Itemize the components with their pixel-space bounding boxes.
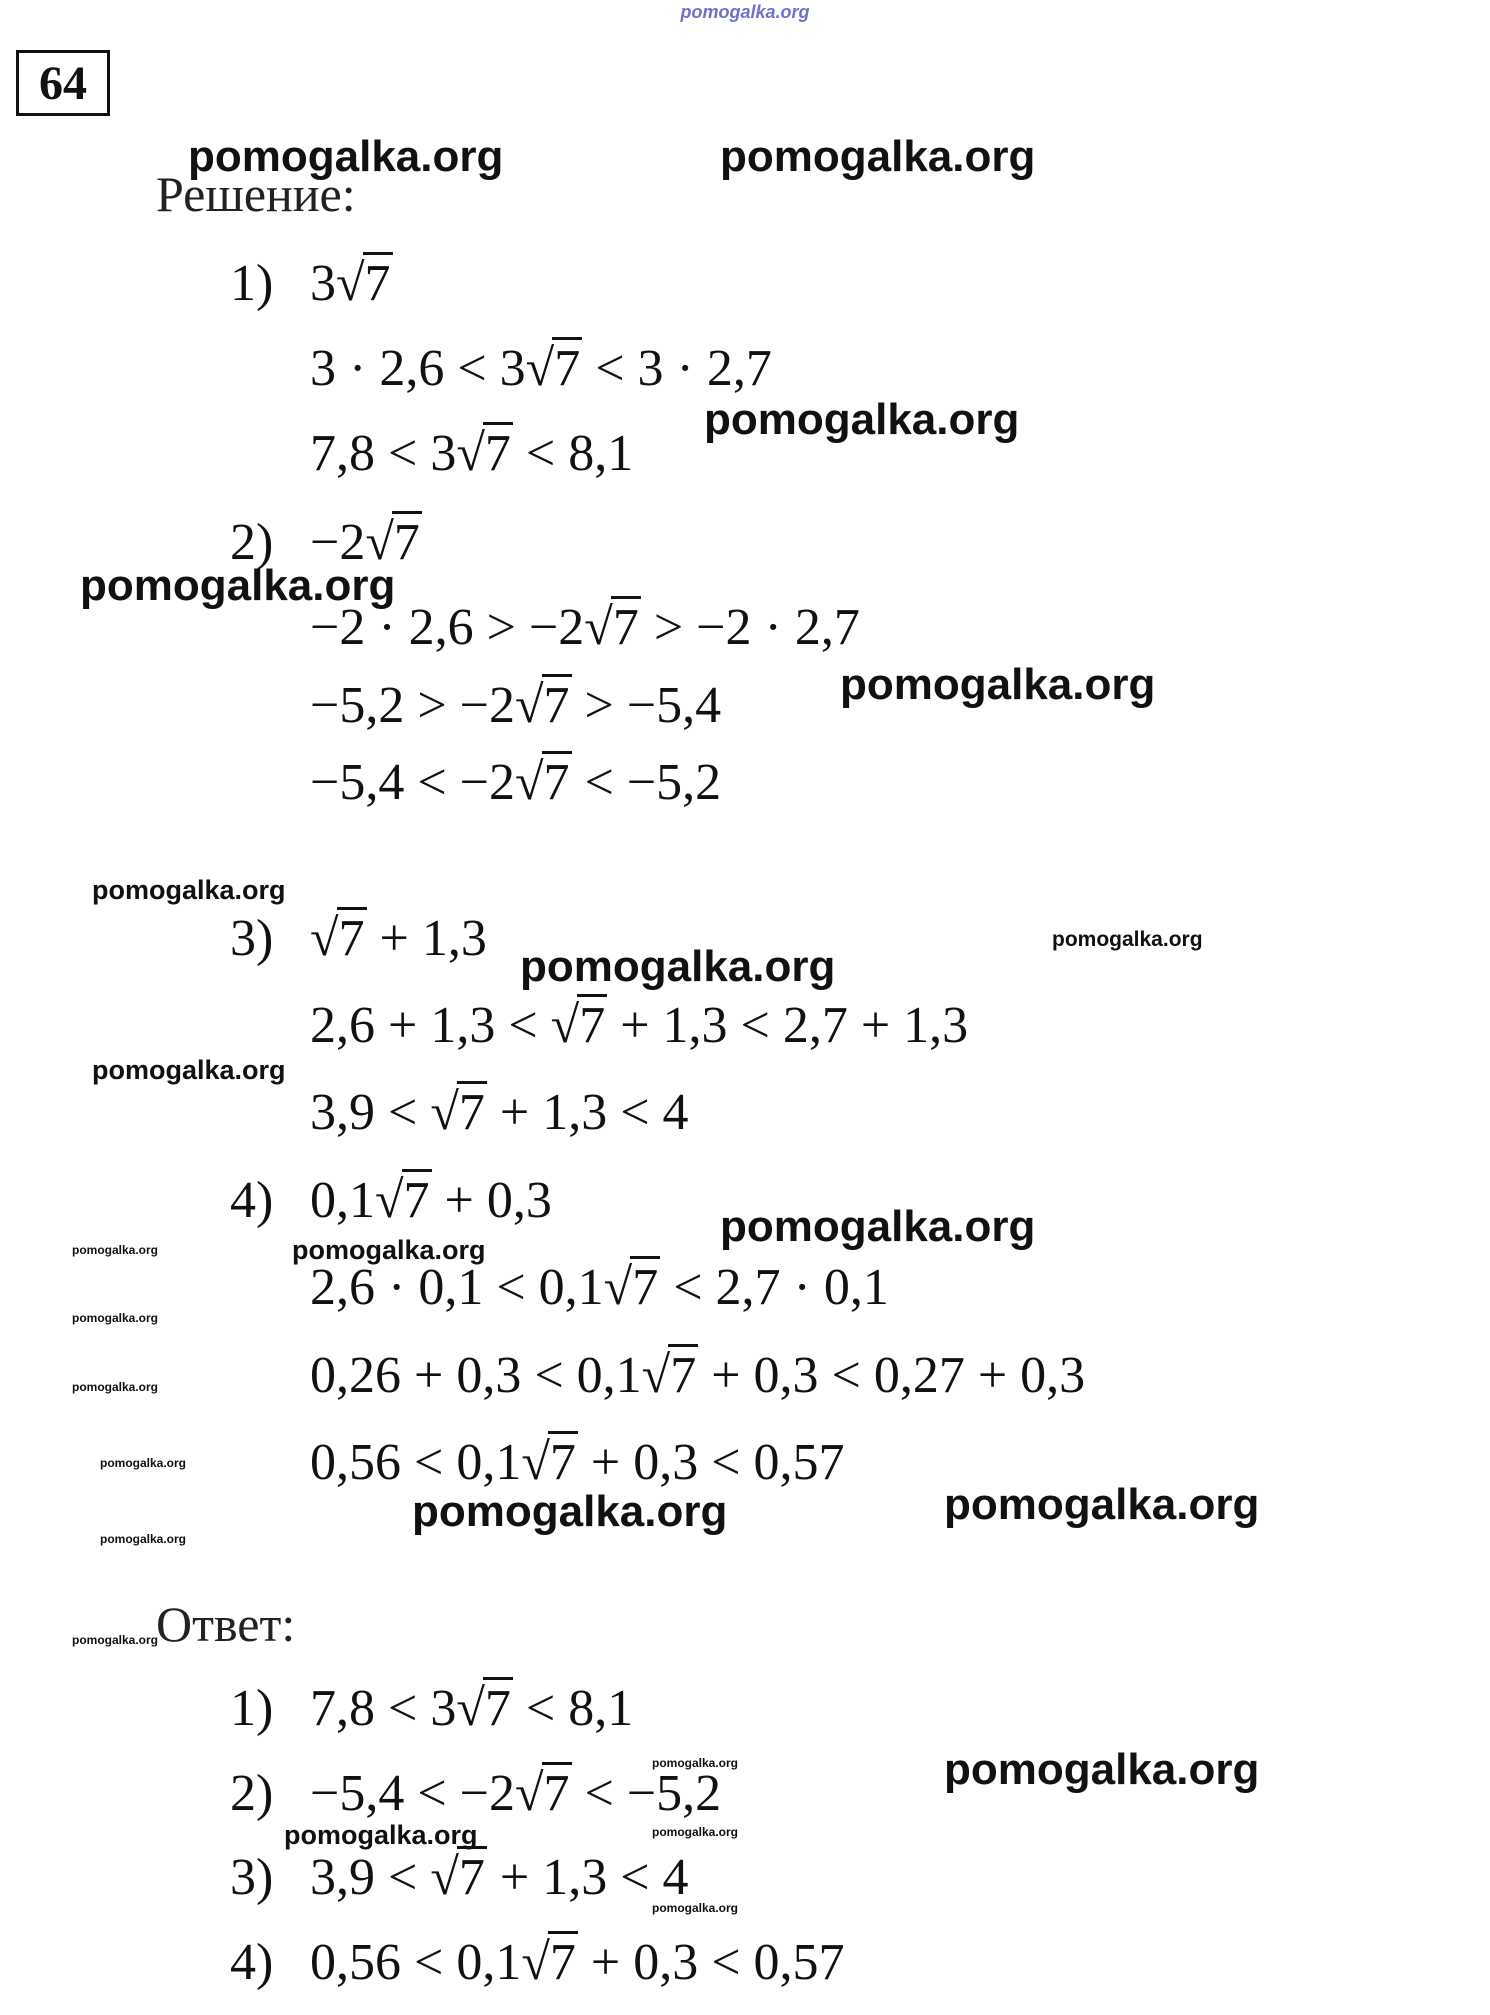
watermark: pomogalka.org bbox=[100, 1532, 187, 1546]
watermark: pomogalka.org bbox=[100, 1456, 187, 1470]
watermark: pomogalka.org bbox=[652, 1901, 739, 1915]
part-1-label: 1) bbox=[230, 255, 274, 312]
answer-heading: Ответ: bbox=[156, 1596, 296, 1652]
watermark: pomogalka.org bbox=[188, 132, 504, 181]
watermark: pomogalka.org bbox=[720, 132, 1036, 181]
watermark: pomogalka.org bbox=[704, 395, 1020, 444]
part-3-step-1: 2,6 + 1,3 < √7 + 1,3 < 2,7 + 1,3 bbox=[310, 1000, 968, 1052]
top-watermark: pomogalka.org bbox=[680, 2, 810, 22]
solution-heading: Решение: bbox=[156, 166, 356, 222]
part-1-expression: 3√7 bbox=[310, 258, 393, 310]
part-4-expression: 0,1√7 + 0,3 bbox=[310, 1175, 552, 1227]
watermark: pomogalka.org bbox=[944, 1745, 1260, 1794]
answer-3-label: 3) bbox=[230, 1849, 274, 1906]
watermark: pomogalka.org bbox=[840, 660, 1156, 709]
part-1-step-1: 3 · 2,6 < 3√7 < 3 · 2,7 bbox=[310, 343, 772, 395]
part-2-label: 2) bbox=[230, 514, 274, 571]
watermark: pomogalka.org bbox=[92, 1055, 286, 1085]
answer-2-expression: −5,4 < −2√7 < −5,2 bbox=[310, 1768, 721, 1820]
watermark: pomogalka.org bbox=[292, 1235, 486, 1265]
watermark: pomogalka.org bbox=[284, 1820, 478, 1850]
task-number: 64 bbox=[39, 56, 87, 110]
answer-1-label: 1) bbox=[230, 1680, 274, 1737]
watermark: pomogalka.org bbox=[652, 1825, 739, 1839]
answer-1-expression: 7,8 < 3√7 < 8,1 bbox=[310, 1683, 633, 1735]
part-2-expression: −2√7 bbox=[310, 517, 422, 569]
watermark: pomogalka.org bbox=[80, 561, 396, 610]
watermark: pomogalka.org bbox=[944, 1480, 1260, 1529]
part-2-step-2: −5,2 > −2√7 > −5,4 bbox=[310, 680, 721, 732]
watermark: pomogalka.org bbox=[1052, 928, 1203, 951]
part-2-step-3: −5,4 < −2√7 < −5,2 bbox=[310, 757, 721, 809]
part-1-step-2: 7,8 < 3√7 < 8,1 bbox=[310, 428, 633, 480]
answer-2-label: 2) bbox=[230, 1765, 274, 1822]
answer-3-expression: 3,9 < √7 + 1,3 < 4 bbox=[310, 1852, 689, 1904]
task-number-box bbox=[16, 50, 110, 116]
watermark: pomogalka.org bbox=[72, 1311, 159, 1325]
part-4-label: 4) bbox=[230, 1172, 274, 1229]
watermark: pomogalka.org bbox=[720, 1202, 1036, 1251]
part-4-step-2: 0,26 + 0,3 < 0,1√7 + 0,3 < 0,27 + 0,3 bbox=[310, 1350, 1085, 1402]
part-2-step-1: −2 · 2,6 > −2√7 > −2 · 2,7 bbox=[310, 602, 860, 654]
part-3-label: 3) bbox=[230, 910, 274, 967]
watermark: pomogalka.org bbox=[92, 875, 286, 905]
watermark: pomogalka.org bbox=[412, 1487, 728, 1536]
answer-4-label: 4) bbox=[230, 1934, 274, 1991]
watermark: pomogalka.org bbox=[520, 942, 836, 991]
watermark: pomogalka.org bbox=[72, 1243, 159, 1257]
answer-4-expression: 0,56 < 0,1√7 + 0,3 < 0,57 bbox=[310, 1937, 845, 1989]
watermark: pomogalka.org bbox=[652, 1756, 739, 1770]
part-3-step-2: 3,9 < √7 + 1,3 < 4 bbox=[310, 1087, 689, 1139]
part-4-step-1: 2,6 · 0,1 < 0,1√7 < 2,7 · 0,1 bbox=[310, 1262, 889, 1314]
watermark: pomogalka.org bbox=[72, 1633, 159, 1647]
part-4-step-3: 0,56 < 0,1√7 + 0,3 < 0,57 bbox=[310, 1437, 845, 1489]
watermark: pomogalka.org bbox=[72, 1380, 159, 1394]
part-3-expression: √7 + 1,3 bbox=[310, 913, 487, 965]
